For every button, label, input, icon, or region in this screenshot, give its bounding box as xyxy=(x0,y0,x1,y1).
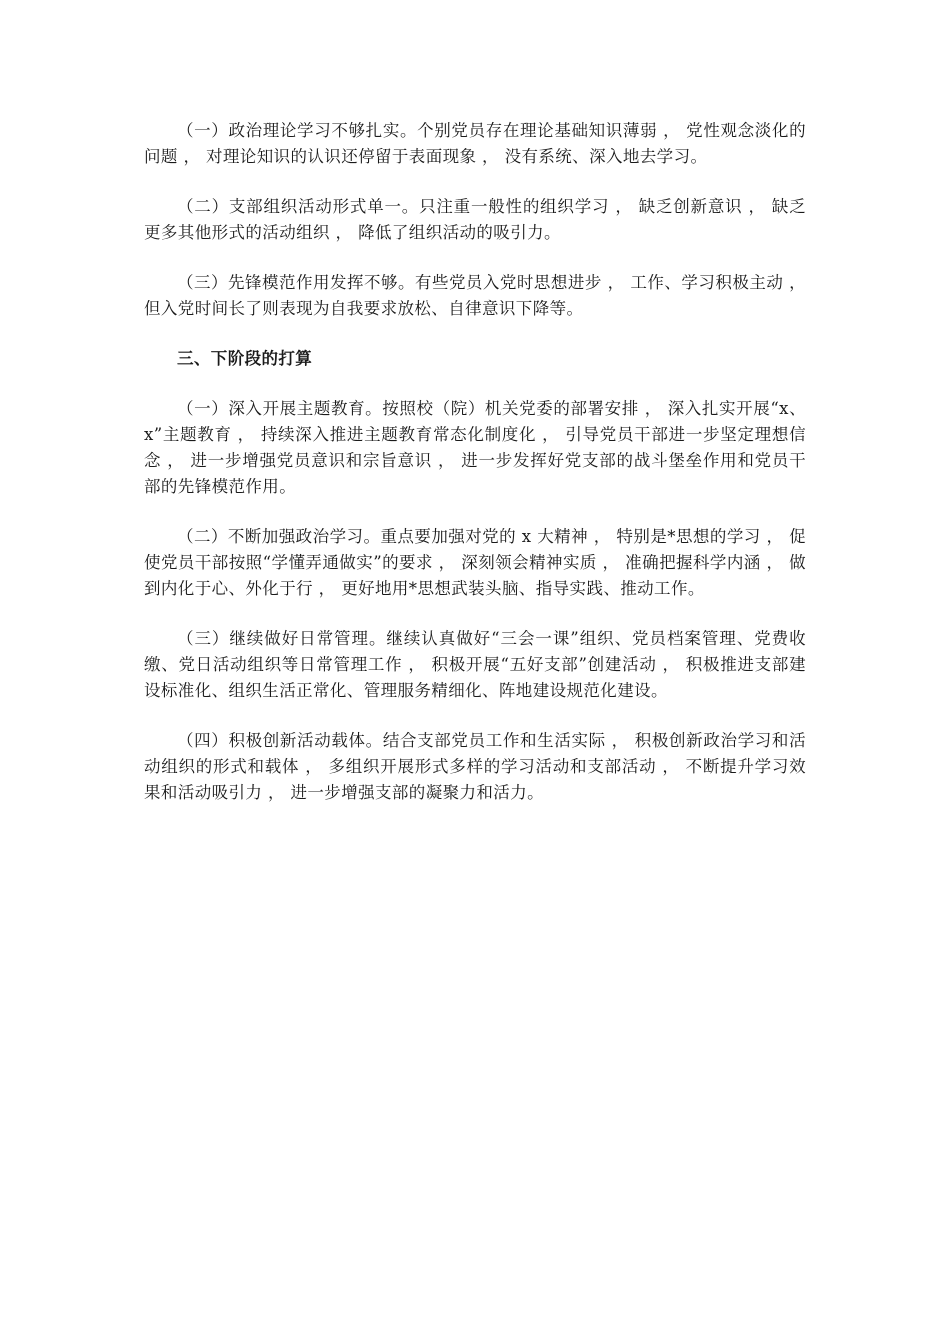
section-heading-next-plans: 三、下阶段的打算 xyxy=(177,349,313,368)
document-page xyxy=(144,118,806,806)
paragraph-strengthen-study: （二）不断加强政治学习。重点要加强对党的 x 大精神 ， 特别是*思想的学习 ， 促使党员干部按照“学懂弄通做实”的要求 ， 深刻领会精神实质 ， 准确把握科学内涵 ， 做到内化于心、外化于行 ， 更好地用*思想武装头脑、指导实践、推动工作。 xyxy=(144,527,806,598)
paragraph-gap xyxy=(144,246,806,270)
paragraph-daily-management: （三）继续做好日常管理。继续认真做好“三会一课”组织、党员档案管理、党费收缴、党日活动组织等日常管理工作 ， 积极开展“五好支部”创建活动 ， 积极推进支部建设标准化、组织生活正常化、管理服务精细化、阵地建设规范化建设。 xyxy=(144,629,806,700)
paragraph-gap xyxy=(144,322,806,346)
paragraph-political-study: （一）政治理论学习不够扎实。个别党员存在理论基础知识薄弱 ， 党性观念淡化的问题 ， 对理论知识的认识还停留于表面现象 ， 没有系统、深入地去学习。 xyxy=(144,121,806,166)
paragraph-theme-education: （一）深入开展主题教育。按照校（院）机关党委的部署安排 ， 深入扎实开展“x、x”主题教育 ， 持续深入推进主题教育常态化制度化 ， 引导党员干部进一步坚定理想信念 ， 进一步增强党员意识和宗旨意识 ， 进一步发挥好党支部的战斗堡垒作用和党员干部的先锋模范作用。 xyxy=(144,399,806,496)
paragraph-gap xyxy=(144,704,806,728)
paragraph-vanguard-role: （三）先锋模范作用发挥不够。有些党员入党时思想进步 ， 工作、学习积极主动 ， 但入党时间长了则表现为自我要求放松、自律意识下降等。 xyxy=(144,273,806,318)
paragraph-gap xyxy=(144,602,806,626)
paragraph-branch-activities: （二）支部组织活动形式单一。只注重一般性的组织学习 ， 缺乏创新意识 ， 缺乏更多其他形式的活动组织 ， 降低了组织活动的吸引力。 xyxy=(144,197,806,242)
paragraph-gap xyxy=(144,372,806,396)
paragraph-gap xyxy=(144,170,806,194)
paragraph-innovate-activities: （四）积极创新活动载体。结合支部党员工作和生活实际 ， 积极创新政治学习和活动组织的形式和载体 ， 多组织开展形式多样的学习活动和支部活动 ， 不断提升学习效果和活动吸引力 ， 进一步增强支部的凝聚力和活力。 xyxy=(144,731,806,802)
paragraph-gap xyxy=(144,500,806,524)
